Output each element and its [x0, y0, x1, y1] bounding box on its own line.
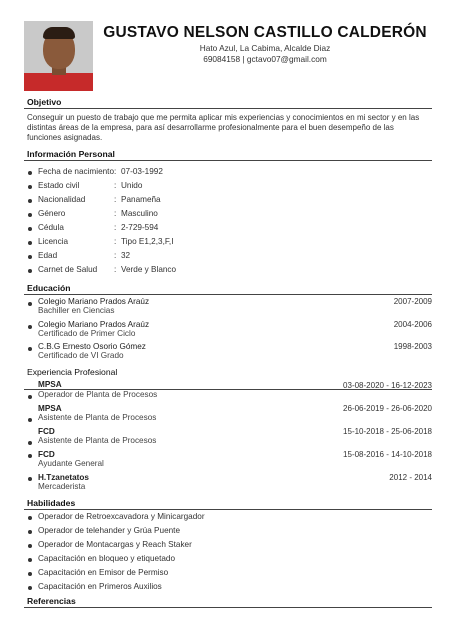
job-role: Ayudante General: [38, 459, 104, 468]
bullet: [28, 586, 32, 590]
education-date: 2004-2006: [393, 320, 432, 329]
bullet: [28, 255, 32, 259]
bullet: [28, 171, 32, 175]
job-date: 26-06-2019 - 26-06-2020: [343, 404, 432, 413]
education-divider: [24, 294, 432, 295]
colon: :: [114, 209, 117, 218]
personal-label: Género: [38, 209, 66, 218]
personal-label: Edad: [38, 251, 58, 260]
bullet: [28, 544, 32, 548]
skill-item: Capacitación en Emisor de Permiso: [38, 568, 169, 577]
bullet: [28, 572, 32, 576]
full-name: GUSTAVO NELSON CASTILLO CALDERÓN: [103, 24, 427, 41]
personal-label: Carnet de Salud: [38, 265, 98, 274]
address: Hato Azul, La Cabima, Alcalde Diaz: [199, 43, 331, 53]
personal-value: 07-03-1992: [121, 167, 163, 176]
bullet: [28, 347, 32, 351]
objective-title: Objetivo: [27, 97, 62, 107]
job-role: Mercaderista: [38, 482, 86, 491]
school-name: Colegio Mariano Prados Araúz: [38, 297, 150, 306]
skill-item: Capacitación en bloqueo y etiquetado: [38, 554, 176, 563]
company-name: MPSA: [38, 404, 62, 413]
colon: :: [114, 223, 117, 232]
bullet: [28, 241, 32, 245]
job-date: 03-08-2020 - 16-12-2023: [343, 381, 432, 390]
personal-label: Cédula: [38, 223, 64, 232]
degree: Certificado de Primer Ciclo: [38, 329, 136, 338]
bullet: [28, 213, 32, 217]
personal-value: Unido: [121, 181, 143, 190]
cv-header: [100, 24, 430, 65]
personal-value: Masculino: [121, 209, 158, 218]
phone-email: 69084158 | gctavo07@gmail.com: [203, 54, 327, 64]
bullet: [28, 302, 32, 306]
education-date: 2007-2009: [393, 297, 432, 306]
education-title: Educación: [27, 283, 71, 293]
personal-value: Verde y Blanco: [121, 265, 177, 274]
personal-divider: [24, 160, 432, 161]
bullet: [28, 530, 32, 534]
job-role: Asistente de Planta de Procesos: [38, 436, 157, 445]
skill-item: Operador de telehander y Grúa Puente: [38, 526, 181, 535]
experience-title: Experiencia Profesional: [27, 367, 118, 377]
bullet: [28, 395, 32, 399]
school-name: C.B.G Ernesto Osorio Gómez: [38, 342, 146, 351]
personal-label: Estado civil: [38, 181, 80, 190]
colon: :: [114, 237, 117, 246]
education-date: 1998-2003: [393, 342, 432, 351]
colon: :: [114, 265, 117, 274]
skills-divider: [24, 509, 432, 510]
profile-photo: [24, 21, 93, 91]
bullet: [28, 418, 32, 422]
colon: :: [114, 251, 117, 260]
bullet: [28, 516, 32, 520]
shirt-shape: [24, 73, 93, 91]
bullet: [28, 185, 32, 189]
colon: :: [114, 181, 117, 190]
degree: Bachiller en Ciencias: [38, 306, 115, 315]
objective-divider: [24, 108, 432, 109]
job-role: Operador de Planta de Procesos: [38, 390, 158, 399]
objective-text: Conseguir un puesto de trabajo que me permita aplicar mis experiencias y conocimientos en mi sector y en las distintas áreas de la empresa, para así desarrollarme profesionalmente para el buen desempeño de las funciones asignadas.: [27, 113, 420, 142]
personal-value: Panameña: [121, 195, 161, 204]
personal-label: Fecha de nacimiento: [38, 167, 115, 176]
company-name: H.Tzanetatos: [38, 473, 89, 482]
bullet: [28, 227, 32, 231]
company-name: MPSA: [38, 380, 62, 389]
job-date: 2012 - 2014: [389, 473, 432, 482]
bullet: [28, 477, 32, 481]
job-date: 15-08-2016 - 14-10-2018: [343, 450, 432, 459]
job-role: Asistente de Planta de Procesos: [38, 413, 157, 422]
bullet: [28, 454, 32, 458]
personal-value: 2-729-594: [121, 223, 159, 232]
skill-item: Operador de Montacargas y Reach Staker: [38, 540, 192, 549]
personal-label: Nacionalidad: [38, 195, 86, 204]
colon: :: [114, 167, 117, 176]
company-name: FCD: [38, 427, 55, 436]
colon: :: [114, 195, 117, 204]
bullet: [28, 441, 32, 445]
bullet: [28, 558, 32, 562]
bullet: [28, 325, 32, 329]
job-date: 15-10-2018 - 25-06-2018: [343, 427, 432, 436]
skill-item: Capacitación en Primeros Auxilios: [38, 582, 162, 591]
company-name: FCD: [38, 450, 55, 459]
bullet: [28, 269, 32, 273]
skills-title: Habilidades: [27, 498, 76, 508]
references-divider: [24, 607, 432, 608]
personal-value: Tipo E1,2,3,F,I: [121, 237, 174, 246]
personal-title: Información Personal: [27, 149, 115, 159]
school-name: Colegio Mariano Prados Araúz: [38, 320, 150, 329]
degree: Certificado de VI Grado: [38, 351, 124, 360]
skill-item: Operador de Retroexcavadora y Minicargador: [38, 512, 205, 521]
personal-label: Licencia: [38, 237, 69, 246]
hair-shape: [43, 27, 75, 39]
bullet: [28, 199, 32, 203]
personal-value: 32: [121, 251, 131, 260]
references-title: Referencias: [27, 596, 76, 606]
